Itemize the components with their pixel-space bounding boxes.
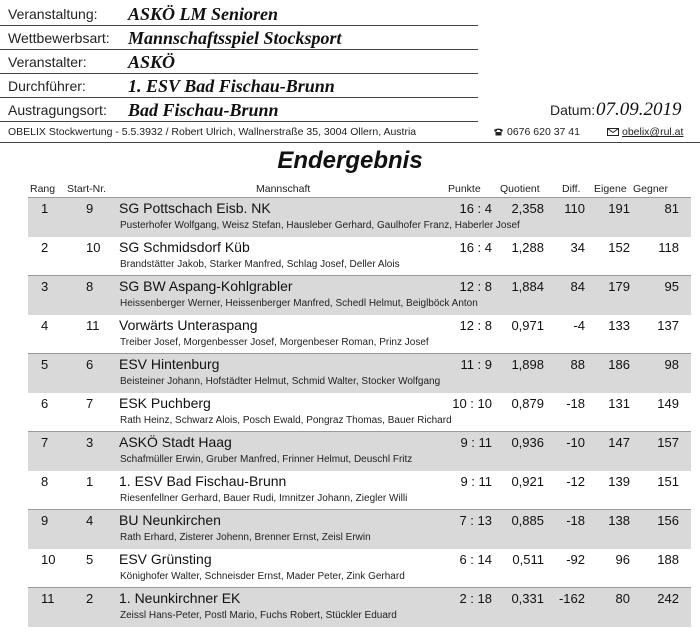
quotient-cell: 0,971 [511,318,544,333]
rank-cell: 4 [41,318,49,333]
rank-cell: 11 [41,591,55,606]
header-row-durchfuehrer [0,76,700,98]
team-name: 1. Neunkirchner EK [119,590,241,606]
diff-cell: -18 [566,396,585,411]
opponent-score-cell: 118 [658,240,679,255]
phone-number: 0676 620 37 41 [507,126,580,138]
team-name: SG Schmidsdorf Küb [119,239,250,255]
start-number-cell: 8 [86,279,94,294]
quotient-cell: 0,885 [511,513,544,528]
divider [0,142,700,143]
email-contact[interactable] [607,126,683,138]
header-value: ASKÖ LM Senioren [128,4,279,24]
team-name: BU Neunkirchen [119,512,221,528]
table-row [0,236,700,275]
own-score-cell: 147 [608,435,630,450]
start-number-cell: 9 [86,201,94,216]
team-players: Zeissl Hans-Peter, Postl Mario, Fuchs Robert, Stückler Eduard [120,610,397,621]
quotient-cell: 1,288 [511,240,544,255]
opponent-score-cell: 151 [657,474,679,489]
points-cell: 11 : 9 [460,357,492,372]
header-row-austragungsort [0,100,700,122]
own-score-cell: 186 [608,357,630,372]
diff-cell: 84 [570,279,585,294]
datum-label: Datum: [550,102,596,118]
points-cell: 16 : 4 [459,240,492,255]
quotient-cell: 2,358 [511,201,544,216]
header-label: Wettbewerbsart: [8,30,110,46]
own-score-cell: 80 [615,591,630,606]
diff-cell: 110 [564,201,585,216]
table-row [0,197,700,236]
table-row [0,314,700,353]
opponent-score-cell: 98 [664,357,679,372]
phone-icon [493,128,504,136]
team-name: ESV Hintenburg [119,356,220,372]
quotient-cell: 1,884 [511,279,544,294]
points-cell: 12 : 8 [459,318,492,333]
column-header-gegner: Gegner [633,183,669,195]
table-row [0,548,700,587]
table-row [0,353,700,392]
team-players: Pusterhofer Wolfgang, Weisz Stefan, Hausleber Gerhard, Gaulhofer Franz, Haberler Josef [120,220,520,231]
diff-cell: -10 [566,435,585,450]
team-players: Treiber Josef, Morgenbesser Josef, Morgenbeser Roman, Prinz Josef [120,337,429,348]
start-number-cell: 3 [86,435,94,450]
opponent-score-cell: 188 [657,552,679,567]
opponent-score-cell: 81 [664,201,679,216]
team-name: ASKÖ Stadt Haag [119,434,232,450]
team-name: Vorwärts Unteraspang [119,317,258,333]
team-players: Schafmüller Erwin, Gruber Manfred, Frinner Helmut, Deuschl Fritz [120,454,413,465]
rank-cell: 2 [41,240,49,255]
points-cell: 9 : 11 [460,435,492,450]
diff-cell: -18 [566,513,585,528]
divider [0,97,478,98]
opponent-score-cell: 137 [657,318,679,333]
own-score-cell: 152 [608,240,630,255]
points-cell: 16 : 4 [459,201,492,216]
team-name: SG Pottschach Eisb. NK [119,200,271,216]
start-number-cell: 2 [86,591,94,606]
opponent-score-cell: 95 [664,279,679,294]
start-number-cell: 11 [86,318,100,333]
own-score-cell: 133 [608,318,630,333]
team-players: Beisteiner Johann, Hofstädter Helmut, Schmid Walter, Stocker Wolfgang [120,376,441,387]
team-players: Heissenberger Werner, Heissenberger Manfred, Schedl Helmut, Beiglböck Anton [120,298,478,309]
rank-cell: 10 [41,552,56,567]
page-title: Endergebnis [277,147,423,174]
table-row [0,587,700,626]
software-info: OBELIX Stockwertung - 5.5.3932 / Robert Ulrich, Wallnerstraße 35, 3004 Ollern, Austria [8,126,417,138]
diff-cell: 88 [570,357,585,372]
own-score-cell: 138 [608,513,630,528]
rank-cell: 3 [41,279,49,294]
team-players: Rath Heinz, Schwarz Alois, Posch Ewald, Pongraz Thomas, Bauer Richard [120,415,452,426]
start-number-cell: 10 [86,240,101,255]
opponent-score-cell: 157 [657,435,679,450]
own-score-cell: 96 [615,552,630,567]
datum-value: 07.09.2019 [596,99,682,120]
header-row-wettbewerbsart [0,28,700,50]
points-cell: 10 : 10 [452,396,492,411]
start-number-cell: 1 [86,474,94,489]
rank-cell: 6 [41,396,49,411]
rank-cell: 1 [41,201,49,216]
points-cell: 2 : 18 [459,591,492,606]
header-value: Mannschaftsspiel Stocksport [128,28,342,48]
header-value: ASKÖ [128,52,176,72]
opponent-score-cell: 242 [657,591,679,606]
team-name: ESK Puchberg [119,395,211,411]
diff-cell: -4 [573,318,585,333]
divider [0,49,478,50]
header-label: Veranstaltung: [8,6,98,22]
divider [0,121,478,122]
rank-cell: 9 [41,513,49,528]
table-row [0,470,700,509]
table-row [0,275,700,314]
points-cell: 6 : 14 [459,552,492,567]
divider [0,73,478,74]
team-players: Riesenfellner Gerhard, Bauer Rudi, Imnitzer Johann, Ziegler Willi [120,493,408,504]
phone-contact [493,126,580,138]
team-name: SG BW Aspang-Kohlgrabler [119,278,293,294]
table-row [0,431,700,470]
info-line [0,124,700,142]
rank-cell: 8 [41,474,49,489]
own-score-cell: 131 [608,396,630,411]
start-number-cell: 4 [86,513,94,528]
email-link[interactable]: obelix@rul.at [622,126,684,138]
team-players: Brandstätter Jakob, Starker Manfred, Schlag Josef, Deller Alois [120,259,400,270]
quotient-cell: 0,331 [511,591,544,606]
diff-cell: -92 [566,552,585,567]
quotient-cell: 1,898 [511,357,544,372]
mail-icon [607,128,619,136]
own-score-cell: 191 [608,201,630,216]
column-header-quotient: Quotient [500,183,540,195]
column-header-punkte: Punkte [448,183,481,195]
quotient-cell: 0,936 [511,435,544,450]
divider [0,25,478,26]
opponent-score-cell: 149 [657,396,679,411]
diff-cell: 34 [570,240,585,255]
header-label: Durchführer: [8,78,86,94]
rank-cell: 7 [41,435,49,450]
own-score-cell: 179 [608,279,630,294]
team-name: ESV Grünsting [119,551,212,567]
header-row-veranstalter [0,52,700,74]
table-row [0,392,700,431]
start-number-cell: 7 [86,396,94,411]
header-value: 1. ESV Bad Fischau-Brunn [128,76,335,96]
rank-cell: 5 [41,357,49,372]
header-value: Bad Fischau-Brunn [128,100,279,120]
diff-cell: -12 [566,474,585,489]
header-label: Austragungsort: [8,102,107,118]
column-header-mannschaft: Mannschaft [256,183,311,195]
points-cell: 12 : 8 [459,279,492,294]
own-score-cell: 139 [608,474,630,489]
quotient-cell: 0,879 [511,396,544,411]
start-number-cell: 5 [86,552,94,567]
quotient-cell: 0,921 [511,474,544,489]
column-header-eigene: Eigene [594,183,627,195]
column-header-diff: Diff. [562,183,581,195]
quotient-cell: 0,511 [512,552,544,567]
team-players: Rath Erhard, Zisterer Johenn, Brenner Ernst, Zeisl Erwin [120,532,371,543]
team-players: Könighofer Walter, Schneisder Ernst, Mader Peter, Zink Gerhard [120,571,405,582]
points-cell: 7 : 13 [459,513,492,528]
table-row [0,509,700,548]
header-row-veranstaltung [0,4,700,26]
column-header-start: Start-Nr. [67,183,107,195]
start-number-cell: 6 [86,357,94,372]
diff-cell: -162 [558,591,585,606]
team-name: 1. ESV Bad Fischau-Brunn [119,473,287,489]
column-header-rang: Rang [30,183,56,195]
opponent-score-cell: 156 [657,513,679,528]
points-cell: 9 : 11 [460,474,492,489]
header-label: Veranstalter: [8,54,87,70]
